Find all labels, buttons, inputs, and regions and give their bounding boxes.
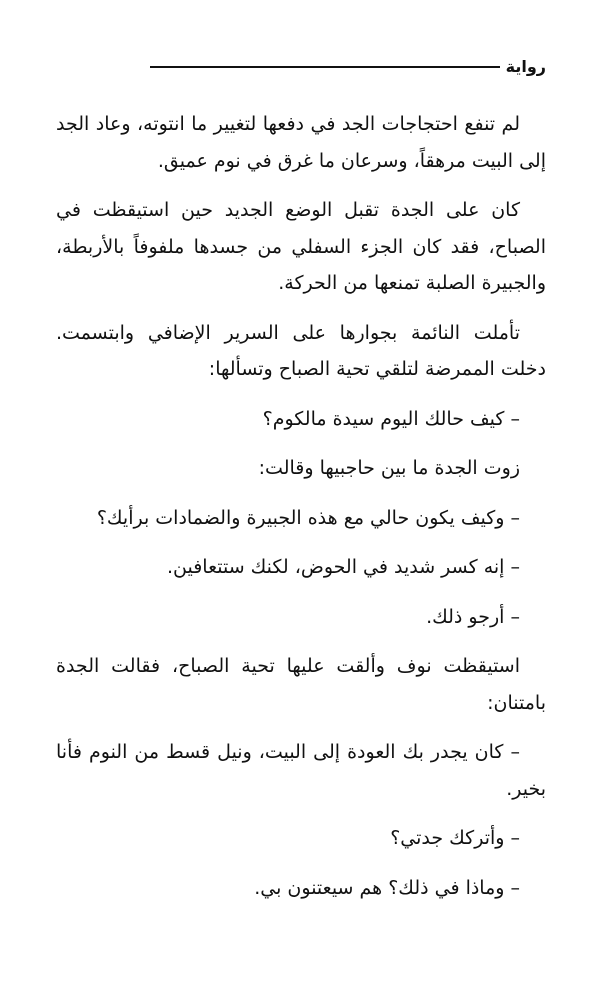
body-text xyxy=(56,106,546,919)
paragraph: زوت الجدة ما بين حاجبيها وقالت: xyxy=(258,457,520,479)
dialogue-line: – وأتركك جدتي؟ xyxy=(390,827,520,849)
header-rule xyxy=(150,66,500,68)
dialogue-line: – إنه كسر شديد في الحوض، لكنك ستتعافين. xyxy=(166,556,520,578)
paragraph: استيقظت نوف وألقت عليها تحية الصباح، فقالت الجدة بامتنان: xyxy=(56,655,546,714)
dialogue-line: – أرجو ذلك. xyxy=(426,605,520,628)
paragraph: لم تنفع احتجاجات الجد في دفعها لتغيير ما انتوته، وعاد الجد إلى البيت مرهقاً، وسرعان ما غرق في نوم عميق. xyxy=(56,113,546,172)
running-header xyxy=(150,54,546,78)
dialogue-line: – وماذا في ذلك؟ هم سيعتنون بي. xyxy=(254,876,520,899)
dialogue-line: – كيف حالك اليوم سيدة مالكوم؟ xyxy=(262,407,520,430)
paragraph: كان على الجدة تقبل الوضع الجديد حين استيقظت في الصباح، فقد كان الجزء السفلي من جسدها ملفوفاً بالأربطة، والجبيرة الصلبة تمنعها من الحركة. xyxy=(56,199,546,294)
dialogue-line: – وكيف يكون حالي مع هذه الجبيرة والضمادات برأيك؟ xyxy=(96,506,520,529)
section-label: رواية xyxy=(505,56,546,76)
paragraph: تأملت النائمة بجوارها على السرير الإضافي وابتسمت. دخلت الممرضة لتلقي تحية الصباح وتسألها: xyxy=(56,321,546,380)
dialogue-line: – كان يجدر بك العودة إلى البيت، ونيل قسط من النوم فأنا بخير. xyxy=(56,741,546,800)
